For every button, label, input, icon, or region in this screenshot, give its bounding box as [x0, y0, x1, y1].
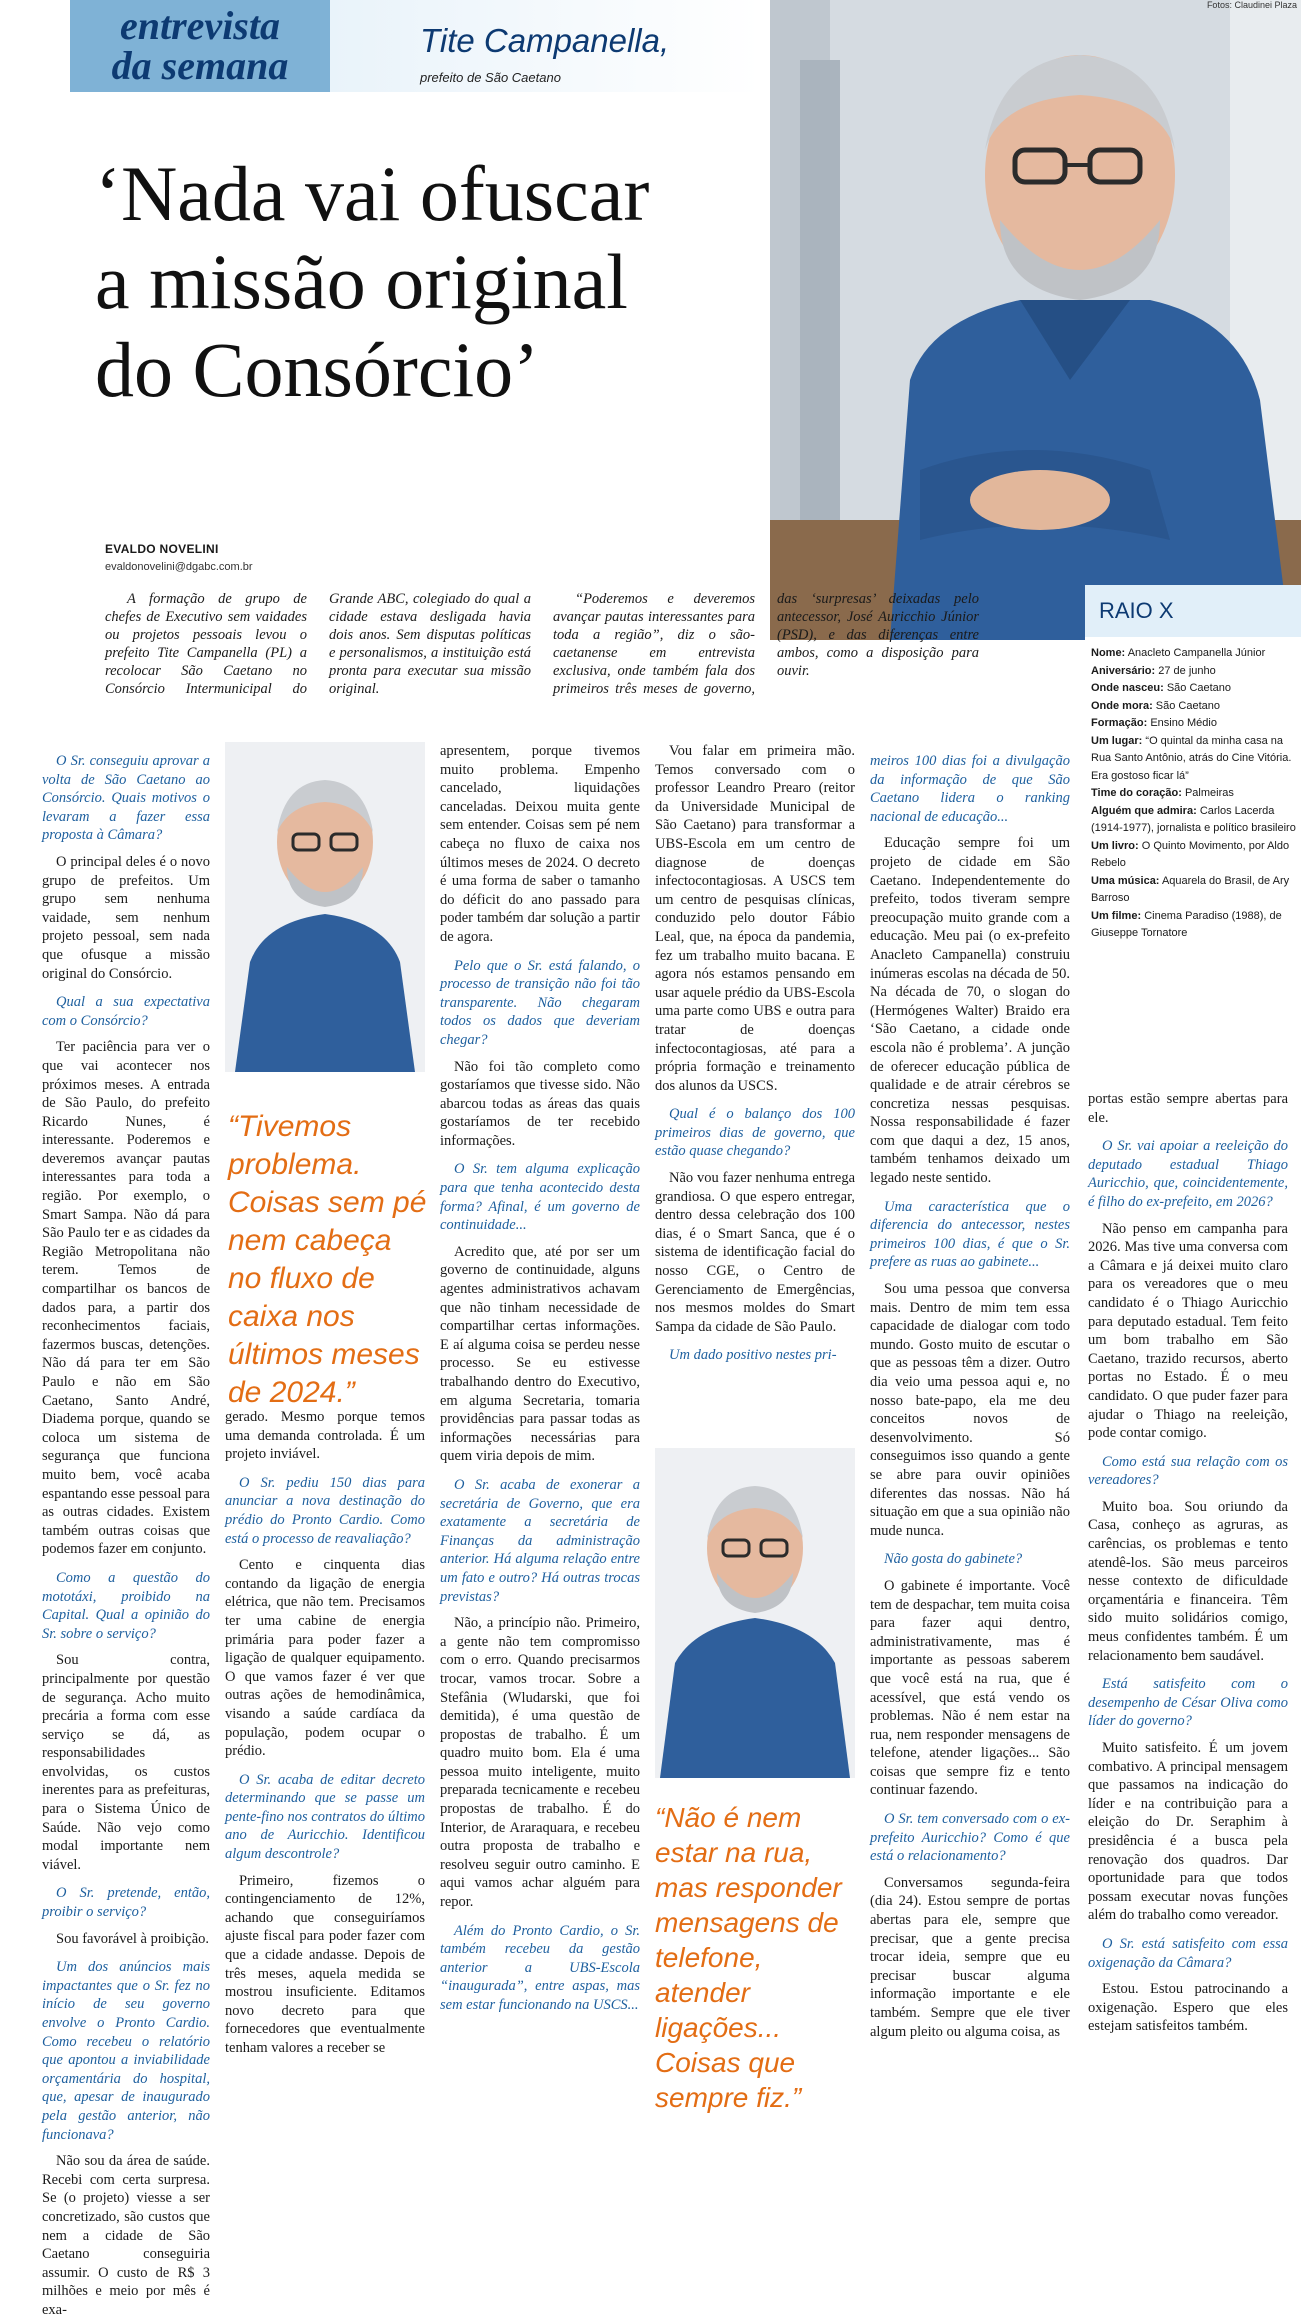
- raio-x-item: [1091, 733, 1297, 786]
- question-paragraph: Uma característica que o diferencia do antecessor, nestes primeiros 100 dias, é que o Sr. prefere as ruas ao gabinete...: [870, 1198, 1070, 1271]
- answer-paragraph: O principal deles é o novo grupo de prefeitos. Um grupo sem nenhuma vaidade, sem nenhum projeto pessoal, sem nada que ofusque a missão original do Consórcio.: [42, 853, 210, 982]
- raio-x-label: Um filme:: [1091, 909, 1142, 922]
- answer-paragraph: apresentem, porque tivemos muito problema. Empenho cancelado, liquidações canceladas. Deixou muita gente sem entender. Coisas sem pé nem cabeça no fluxo de caixa nos últimos meses de 2024. O decreto é uma forma de saber o tamanho do déficit do ano passado para poder também dar solução a partir de agora.: [440, 743, 640, 945]
- question-paragraph: O Sr. está satisfeito com essa oxigenação da Câmara?: [1088, 1935, 1288, 1971]
- raio-x-item: [1091, 873, 1297, 908]
- headline-line-2: a missão original: [95, 238, 628, 325]
- interviewee-role: prefeito de São Caetano: [420, 70, 561, 85]
- answer-paragraph: Primeiro, fizemos o contingenciamento de 12%, achando que conseguiríamos ajuste fiscal para poder fazer com que a cidade andasse. Depois de três meses, aquela medida se mostrou insuficiente. Editamos novo decreto para que fornecedores que eventualmente tenham valores a receber se: [225, 1872, 425, 2056]
- raio-x-value: O Quinto Movimento, por Aldo Rebelo: [1091, 839, 1290, 869]
- answer-paragraph: Sou uma pessoa que conversa mais. Dentro de mim tem essa capacidade de dialogar com todo mundo. Gosto muito de escutar o que as pessoas têm a dizer. Outro dia veio uma pessoa aqui e, no nosso bate-papo, ela me deu conceitos novos de desenvolvimento. Só conseguimos isso quando a gente se abre para ouvir opiniões diferentes das nossas. Não há situação em que a sua opinião não mude nunca.: [870, 1281, 1070, 1539]
- photo-credit: Fotos: Claudinei Plaza: [1206, 0, 1297, 10]
- answer-paragraph: Não vou fazer nenhuma entrega grandiosa. O que espero entregar, dentro dessa celebração dos 100 dias, é o Smart Sanca, que é o sistema de identificação facial do nosso CGE, o Centro de Gerenciamento de Emergências, nos mesmos moldes do Smart Sampa da cidade de São Paulo.: [655, 1170, 855, 1335]
- raio-x-title: RAIO X: [1085, 585, 1301, 637]
- interviewee-name: Tite Campanella,: [420, 22, 670, 59]
- lead-paragraph: A formação de grupo de chefes de Executivo sem vaidades ou projetos pessoais levou o prefeito Tite Campanella (PL) a recolocar São Caetano no Consórcio Intermunicipal do Grande ABC, colegiado do qual a cidade estava desligada havia dois anos. Sem disputas políticas e personalismos, a instituição está pronta para executar sua missão original.: [105, 591, 531, 697]
- raio-x-label: Nome:: [1091, 647, 1126, 659]
- raio-x-label: Aniversário:: [1091, 664, 1156, 677]
- question-paragraph: O Sr. pretende, então, proibir o serviço?: [42, 1885, 210, 1921]
- raio-x-label: Uma música:: [1091, 874, 1160, 887]
- headline-line-1: ‘Nada vai ofuscar: [95, 150, 650, 237]
- raio-x-item: [1091, 663, 1297, 681]
- raio-x-list: [1085, 637, 1301, 943]
- portrait-photo-2: [655, 1448, 855, 1778]
- raio-x-item: [1091, 645, 1297, 663]
- text-column-6: [1088, 1090, 1288, 2080]
- text-column-2: [225, 1408, 425, 2078]
- byline-email: evaldonovelini@dgabc.com.br: [105, 561, 253, 573]
- question-paragraph: O Sr. acaba de editar decreto determinando que se passe um pente-fino nos contratos do último ano de Auricchio. Identificou algum descontrole?: [225, 1771, 425, 1863]
- answer-paragraph: Acredito que, até por ser um governo de continuidade, alguns agentes administrativos achavam que não tinham necessidade de compartilhar certas informações. E aí alguma coisa se perdeu nesse processo. Se eu estivesse trabalhando dentro do Executivo, em alguma Secretaria, tomaria providências para passar todas as informações necessárias para quem viria depois de mim.: [440, 1243, 640, 1465]
- raio-x-label: Formação:: [1091, 717, 1148, 729]
- headline: [95, 150, 775, 414]
- raio-x-label: Um livro:: [1091, 839, 1139, 852]
- answer-paragraph: Muito boa. Sou oriundo da Casa, conheço as agruras, as carências, os problemas e tento atendê-los. São meus parceiros nesse contexto de dificuldade orçamentária e financeira. Têm sido muito solidários comigo, meus confidentes também. É um relacionamento bem saudável.: [1088, 1498, 1288, 1664]
- question-paragraph: O Sr. tem alguma explicação para que tenha acontecido desta forma? Afinal, é um governo de continuidade...: [440, 1161, 640, 1234]
- banner-line-1: entrevista: [120, 3, 280, 48]
- banner-line-2: da semana: [111, 43, 289, 88]
- raio-x-value: 27 de junho: [1158, 664, 1216, 677]
- answer-paragraph: Sou favorável à proibição.: [56, 1930, 210, 1947]
- raio-x-value: São Caetano: [1155, 699, 1221, 712]
- raio-x-label: Alguém que admira:: [1091, 804, 1197, 817]
- text-column-5: [870, 742, 1070, 2082]
- raio-x-item: [1091, 680, 1297, 698]
- raio-x-label: Um lugar:: [1091, 734, 1143, 747]
- raio-x-label: Onde nasceu:: [1091, 682, 1164, 694]
- question-paragraph: Qual a sua expectativa com o Consórcio?: [42, 994, 210, 1029]
- raio-x-item: [1091, 698, 1297, 716]
- text-column-3: [440, 742, 640, 2082]
- question-paragraph: Um dos anúncios mais impactantes que o Sr. fez no início de seu governo envolve o Pronto Cardio. Como recebeu o relatório que apontou a inviabilidade orçamentária do hospital, que, apesar de inaugurado pela gestão anterior, não funcionava?: [42, 1959, 210, 2143]
- question-paragraph: O Sr. conseguiu aprovar a volta de São Caetano ao Consórcio. Quais motivos o levaram a fazer essa proposta à Câmara?: [42, 753, 210, 844]
- text-column-4: [655, 742, 855, 1442]
- raio-x-item: [1091, 715, 1297, 733]
- pull-quote-1: “Tivemos problema. Coisas sem pé nem cabeça no fluxo de caixa nos últimos meses de 2024.”: [228, 1110, 427, 1409]
- question-paragraph: Não gosta do gabinete?: [884, 1551, 1023, 1568]
- answer-paragraph: Estou. Estou patrocinando a oxigenação. Espero que eles estejam satisfeitos também.: [1088, 1981, 1288, 2035]
- question-paragraph: Como a questão do mototáxi, proibido na Capital. Qual a opinião do Sr. sobre o serviço?: [42, 1569, 210, 1642]
- question-paragraph: Além do Pronto Cardio, o Sr. também recebeu da gestão anterior a UBS-Escola “inaugurada”, entre aspas, mas sem estar funcionando na USCS...: [440, 1922, 640, 2013]
- raio-x-item: [1091, 838, 1297, 873]
- raio-x-item: [1091, 803, 1297, 838]
- raio-x-item: [1091, 785, 1297, 803]
- answer-paragraph: Não, a princípio não. Primeiro, a gente não tem compromisso com o erro. Quando precisarmos trocar, vamos trocar. Sobre a Stefânia (Wludarski, que foi demitida), é uma questão de propostas de trabalho. É um quadro muito bom. Ela é uma pessoa muito inteligente, muito preparada tecnicamente e recebeu propostas de trabalho. É do Interior, de Araraquara, e recebeu outra proposta de trabalho e resolveu seguir outro caminho. E aqui vamos achar alguém para repor.: [440, 1615, 640, 1911]
- raio-x-box: [1085, 585, 1301, 1085]
- answer-paragraph: Não foi tão completo como gostaríamos que tivesse sido. Não abarcou todas as áreas das quais gostaríamos de ter recebido informações.: [440, 1058, 640, 1149]
- section-banner: [70, 0, 330, 92]
- lead-paragraph: “Poderemos e deveremos avançar pautas interessantes para toda a região”, diz o são-caetanense em entrevista exclusiva, onde também fala dos primeiros três meses de governo, das ‘surpresas’ deixadas pelo antecessor, José Auricchio Júnior (PSD), e das diferenças entre ambos, como a disposição para ouvir.: [553, 591, 979, 697]
- question-paragraph: Pelo que o Sr. está falando, o processo de transição não foi tão transparente. Não chegaram todos os dados que deveriam chegar?: [440, 957, 640, 1048]
- question-paragraph: meiros 100 dias foi a divulgação da informação de que São Caetano lidera o ranking nacional de educação...: [870, 753, 1070, 825]
- answer-paragraph: Vou falar em primeira mão. Temos conversado com o professor Leandro Prearo (reitor da Universidade Municipal de São Caetano) para transformar a UBS-Escola em um centro de diagnose de doenças infectocontagiosas. A USCS tem um centro de pesquisas clínicas, conduzido pelo doutor Fábio Leal, que, na época da pandemia, fez um trabalho muito bacana. E agora nós estamos pensando em usar aquele prédio da UBS-Escola uma parte como UBS e outra para tratar de doenças infectocontagiosas, até para a própria formação e treinamento dos alunos da USCS.: [655, 743, 855, 1094]
- portrait-photo-1: [225, 742, 425, 1072]
- headline-line-3: do Consórcio’: [95, 326, 540, 413]
- answer-paragraph: Não penso em campanha para 2026. Mas tive uma conversa com a Câmara e já deixei muito claro para os vereadores que o meu candidato é o Thiago Auricchio para deputado estadual. Tem feito um bom trabalho em São Caetano, trazido recursos, aberto portas no Estado. É o meu candidato. O que puder fazer para ajudar o Thiago na reeleição, pode contar comigo.: [1088, 1220, 1288, 1442]
- question-paragraph: Qual é o balanço dos 100 primeiros dias de governo, que estão quase chegando?: [655, 1106, 855, 1160]
- answer-paragraph: Muito satisfeito. É um jovem combativo. A principal mensagem que passamos na indicação do líder e na contribuição para a eleição do Dr. Seraphim à presidência é a busca pela renovação dos quadros. Dar oportunidade para que todos possam executar novas funções além do trabalho como vereador.: [1088, 1740, 1288, 1924]
- raio-x-value: “O quintal da minha casa na Rua Santo Antônio, atrás do Cine Vitória. Era gostoso ficar lá”: [1091, 734, 1292, 782]
- answer-paragraph: Educação sempre foi um projeto de cidade em São Caetano. Independentemente do prefeito, todos tiveram sempre preocupação muito grande com a educação. Meu pai (o ex-prefeito Anacleto Campanella) construiu inúmeras escolas na década de 50. Na década de 70, o slogan do (Hermógenes Walter) Braido era ‘São Caetano, a cidade onde escola não é problema’. A junção de oferecer educação pública de qualidade e de atrair cérebros se concretiza nessas pesquisas. Nossa responsabilidade é fazer com que daqui a dez, 15 anos, também tenhamos deixado um legado neste sentido.: [870, 835, 1070, 1187]
- question-paragraph: O Sr. acaba de exonerar a secretária de Governo, que era exatamente a secretária de Finanças da administração anterior. Há alguma relação entre um fato e outro? Há outras trocas previstas?: [440, 1476, 640, 1605]
- question-paragraph: Está satisfeito com o desempenho de César Oliva como líder do governo?: [1088, 1676, 1288, 1730]
- raio-x-label: Time do coração:: [1091, 787, 1182, 799]
- answer-paragraph: Não sou da área de saúde. Recebi com certa surpresa. Se (o projeto) viesse a ser concretizado, são custos que nem a cidade de São Caetano conseguiria assumir. O custo de R$ 3 milhões e meio por mês é exa-: [42, 2153, 210, 2318]
- raio-x-value: Aquarela do Brasil, de Ary Barroso: [1091, 874, 1290, 904]
- question-paragraph: Como está sua relação com os vereadores?: [1088, 1453, 1288, 1489]
- main-photo: [770, 0, 1301, 640]
- raio-x-value: Palmeiras: [1184, 787, 1234, 799]
- byline-author: EVALDO NOVELINI: [105, 542, 219, 556]
- answer-paragraph: O gabinete é importante. Você tem de despachar, tem muita coisa para fazer aqui dentro, administrativamente, mas é importante as pessoas saberem que você está na rua, que é acessível, que está vendo os problemas. Não é nem estar na rua, nem responder mensagens de telefone, atender ligações... São coisas que sempre fiz e tento continuar fazendo.: [870, 1577, 1070, 1799]
- lead-text: [105, 590, 979, 700]
- raio-x-label: Onde mora:: [1091, 699, 1153, 712]
- answer-paragraph: Ter paciência para ver o que vai acontecer nos próximos meses. A entrada de São Paulo, do prefeito Ricardo Nunes, é interessante. Poderemos e deveremos avançar pautas interessantes para toda a região. Por exemplo, o Smart Sampa. Não dá para São Paulo ter e as cidades da Região Metropolitana não terem. Temos de compartilhar os bancos de dados para, a partir dos reconhecimentos faciais, fazermos buscas, detenções. Não dá para ter em São Paulo e não em São Caetano, Santo André, Diadema porque, quando se coloca um sistema de segurança que funciona muito bem, você acaba espantando esse pessoal para as outras cidades. Existem também outras coisas que podemos fazer em conjunto.: [42, 1039, 210, 1558]
- pull-quote-2: “Não é nem estar na rua, mas responder mensagens de telefone, atender ligações... Coisas que sempre fiz.”: [655, 1802, 842, 2113]
- raio-x-value: Cinema Paradiso (1988), de Giuseppe Tornatore: [1091, 909, 1282, 939]
- question-paragraph: O Sr. tem conversado com o ex-prefeito Auricchio? Como é que está o relacionamento?: [870, 1811, 1070, 1865]
- answer-paragraph: gerado. Mesmo porque temos uma demanda controlada. É um projeto inviável.: [225, 1409, 425, 1463]
- raio-x-item: [1091, 908, 1297, 943]
- raio-x-value: São Caetano: [1166, 682, 1232, 694]
- raio-x-value: Ensino Médio: [1150, 717, 1217, 729]
- answer-paragraph: Sou contra, principalmente por questão de segurança. Acho muito precária a forma com esse serviço se dá, as responsabilidades envolvidas, os custos inerentes para as prefeituras, para o Sistema Único de Saúde. Não vejo como modal importante nem viável.: [42, 1652, 210, 1873]
- question-paragraph: O Sr. vai apoiar a reeleição do deputado estadual Thiago Auricchio, que, coincidentemente, é filho do ex-prefeito, em 2026?: [1088, 1138, 1288, 1210]
- question-paragraph: O Sr. pediu 150 dias para anunciar a nova destinação do prédio do Pronto Cardio. Como está o processo de reavaliação?: [225, 1474, 425, 1547]
- answer-paragraph: portas estão sempre abertas para ele.: [1088, 1091, 1288, 1126]
- question-paragraph: Um dado positivo nestes pri-: [669, 1347, 837, 1364]
- answer-paragraph: Conversamos segunda-feira (dia 24). Estou sempre de portas abertas para ele, sempre que precisar, que a gente precisa trocar ideia, sempre que eu precisar buscar alguma informação importante e ele também. Sempre que ele tiver algum pleito ou alguma coisa, as: [870, 1874, 1070, 2040]
- raio-x-value: Carlos Lacerda (1914-1977), jornalista e político brasileiro: [1091, 804, 1296, 834]
- raio-x-value: Anacleto Campanella Júnior: [1127, 647, 1266, 659]
- text-column-1: [42, 742, 210, 2318]
- answer-paragraph: Cento e cinquenta dias contando da ligação de energia elétrica, que não tem. Precisamos ter uma cabine de energia primária para poder fazer a ligação de qualquer equipamento. O que vamos fazer é ver que outras ações de hemodinâmica, visando a saúde cardíaca da população, podem ocupar o prédio.: [225, 1557, 425, 1760]
